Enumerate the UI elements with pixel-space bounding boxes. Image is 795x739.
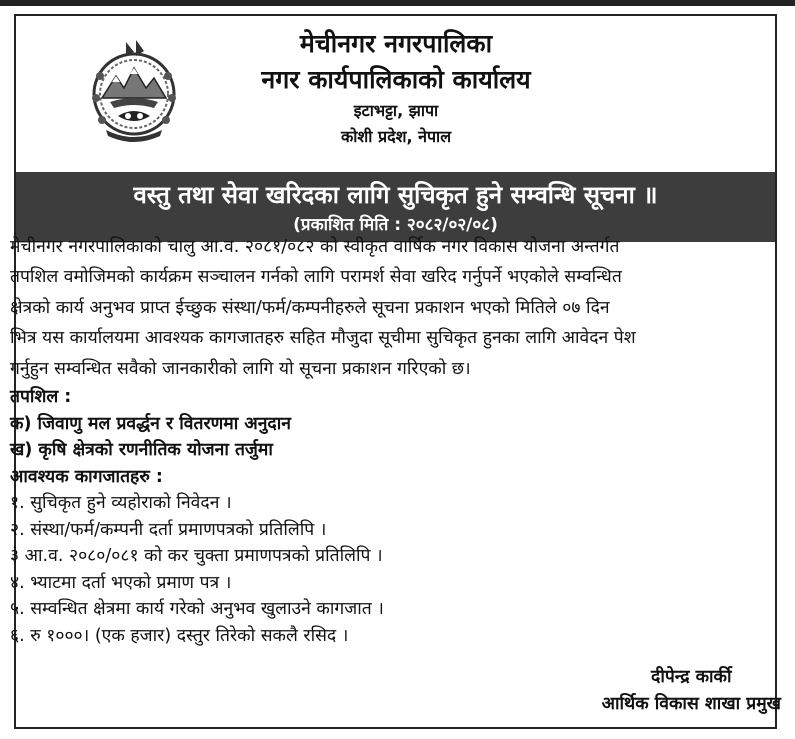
address-line-1: इटाभट्टा, झापा xyxy=(353,101,439,120)
signature-block xyxy=(602,664,781,718)
organization-name: मेचीनगर नगरपालिका xyxy=(299,29,493,58)
document-item: ३ं आ.व. २०८०/०८१ को कर चुक्ता प्रमाणपत्रको प्रतिलिपि । xyxy=(10,546,383,567)
schedule-heading: तपशिल : xyxy=(10,387,72,408)
document-item: ४. भ्याटमा दर्ता भएको प्रमाण पत्र । xyxy=(10,572,232,593)
document-item: २. संस्था/फर्म/कम्पनी दर्ता प्रमाणपत्रको प्रतिलिपि । xyxy=(10,519,327,540)
document-item: ६. रु १०००। (एक हजार) दस्तुर तिरेको सकलै रसिद । xyxy=(10,625,349,646)
address-line-2: कोशी प्रदेश, नेपाल xyxy=(340,127,452,146)
document-item: १. सुचिकृत हुने व्यहोराको निवेदन । xyxy=(10,493,232,514)
intro-line: मेचीनगर नगरपालिकाको चालु आ.व. २०८१/०८२ को स्वीकृत वार्षिक नगर विकास योजना अन्तर्गत xyxy=(10,237,620,257)
documents-heading: आवश्यक कागजातहरु : xyxy=(10,466,163,487)
intro-paragraph xyxy=(10,232,750,384)
top-border xyxy=(0,0,795,6)
office-name: नगर कार्यपालिकाको कार्यालय xyxy=(261,65,531,94)
intro-line: तपशिल वमोजिमको कार्यक्रम सञ्चालन गर्नको लागि परामर्श सेवा खरिद गर्नुपर्ने भएकोले सम्वन्धित xyxy=(10,267,622,288)
intro-line: गर्नुहुन सम्वन्धित सवैको जानकारीको लागि यो सूचना प्रकाशन गरिएको छ। xyxy=(10,358,471,379)
letterhead xyxy=(16,16,775,172)
intro-line: क्षेत्रको कार्य अनुभव प्राप्त ईच्छुक संस्था/फर्म/कम्पनीहरुले सूचना प्रकाशन भएको मितिले ०७ दिन xyxy=(10,297,610,318)
schedule-item: क) जिवाणु मल प्रवर्द्धन र वितरणमा अनुदान xyxy=(10,413,291,434)
notice-title: वस्तु तथा सेवा खरिदका लागि सुचिकृत हुने सम्वन्धि सूचना ॥ xyxy=(133,181,658,209)
notice-body xyxy=(10,232,750,649)
schedule-item: ख) कृषि क्षेत्रको रणनीतिक योजना तर्जुमा xyxy=(10,440,273,461)
intro-line: भित्र यस कार्यालयमा आवश्यक कागजातहरु सहित मौजुदा सूचीमा सुचिकृत हुनका लागि आवेदन पेश xyxy=(10,328,636,349)
signatory-designation: आर्थिक विकास शाखा प्रमुख xyxy=(601,694,781,714)
letterhead-text xyxy=(156,26,636,150)
document-item: ५. सम्वन्धित क्षेत्रमा कार्य गरेको अनुभव खुलाउने कागजात । xyxy=(10,599,384,620)
published-date: (प्रकाशित मिति : २०८२/०२/०८) xyxy=(293,215,498,235)
signatory-name: दीपेन्द्र कार्की xyxy=(651,667,732,687)
